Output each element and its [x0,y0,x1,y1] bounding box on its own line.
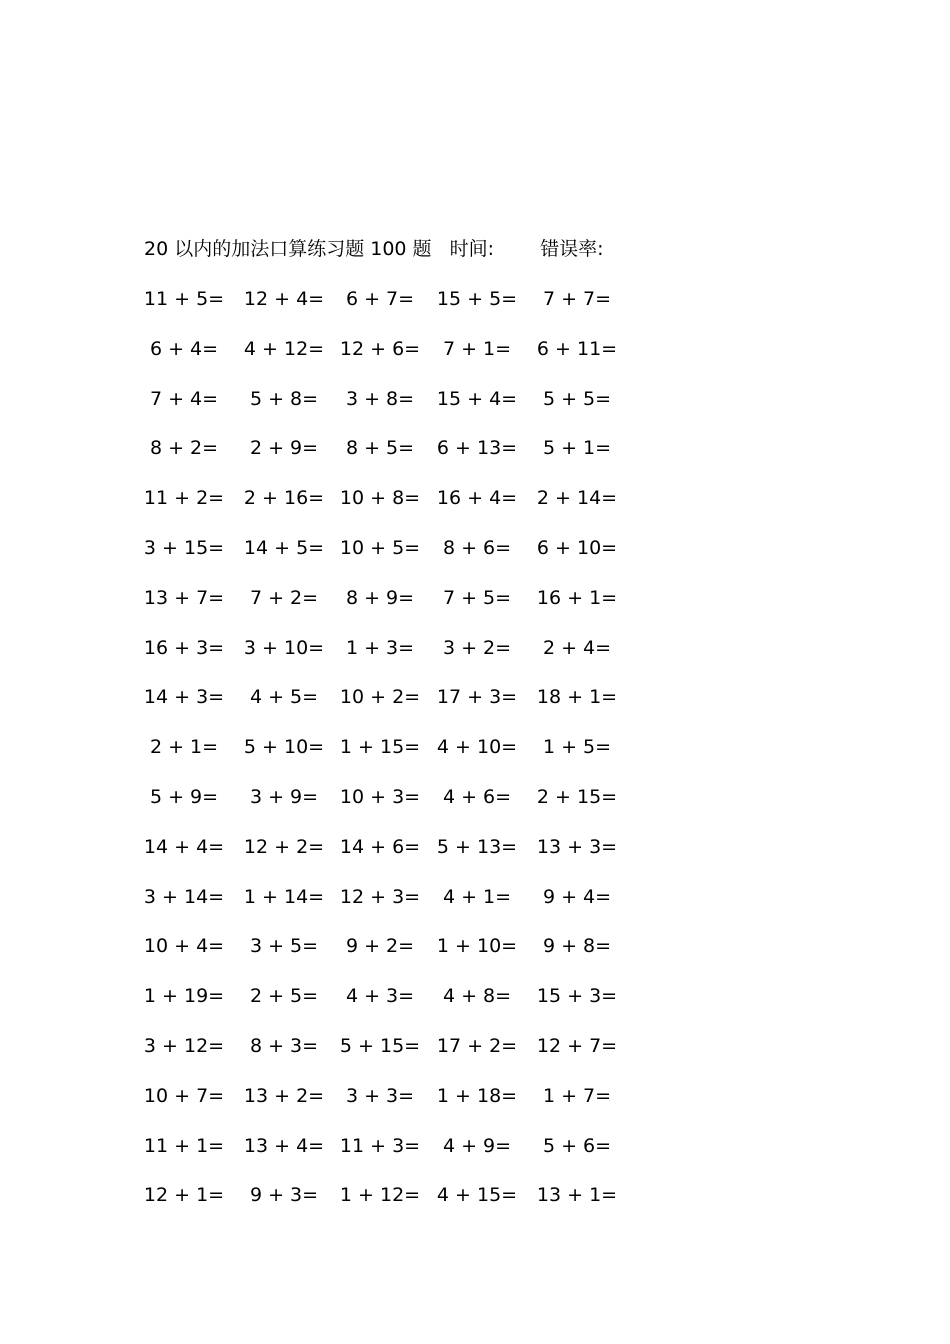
problem-cell: 4 + 12= [243,337,325,360]
problem-cell: 13 + 3= [536,835,618,858]
problem-cell: 11 + 2= [143,487,225,510]
problem-cell: 4 + 15= [436,1184,518,1207]
problem-cell: 10 + 8= [339,487,421,510]
problem-cell: 9 + 8= [542,935,612,958]
problem-cell: 2 + 14= [536,487,618,510]
problem-cell: 12 + 4= [243,288,325,310]
problem-cell: 11 + 1= [143,1134,225,1157]
problem-row [0,682,950,732]
problem-cell: 7 + 4= [149,387,219,410]
problem-cell: 4 + 9= [442,1134,512,1157]
problem-cell: 7 + 2= [249,586,319,609]
problem-cell: 3 + 8= [345,387,415,410]
problem-cell: 11 + 5= [143,288,225,310]
problem-cell: 5 + 8= [249,387,319,410]
problem-cell: 4 + 8= [442,985,512,1008]
problem-cell: 10 + 2= [339,686,421,709]
problem-row [0,1031,950,1081]
problem-row [0,633,950,683]
problem-cell: 10 + 4= [143,935,225,958]
problem-cell: 16 + 3= [143,636,225,659]
problem-cell: 10 + 3= [339,785,421,808]
problem-cell: 8 + 2= [149,437,219,460]
problem-row [0,882,950,932]
problem-cell: 5 + 10= [243,736,325,759]
problem-cell: 1 + 18= [436,1084,518,1107]
problem-cell: 3 + 12= [143,1034,225,1057]
problem-cell: 9 + 3= [249,1184,319,1207]
problem-row [0,931,950,981]
problem-cell: 18 + 1= [536,686,618,709]
problem-row [0,384,950,434]
problem-cell: 6 + 10= [536,536,618,559]
problem-cell: 14 + 5= [243,536,325,559]
problem-cell: 3 + 5= [249,935,319,958]
problem-cell: 4 + 1= [442,885,512,908]
problem-cell: 6 + 7= [345,288,415,310]
problem-cell: 1 + 14= [243,885,325,908]
problem-cell: 12 + 6= [339,337,421,360]
worksheet-header [144,234,603,264]
problem-cell: 13 + 4= [243,1134,325,1157]
problem-cell: 4 + 5= [249,686,319,709]
problem-row [0,334,950,384]
problem-cell: 3 + 9= [249,785,319,808]
problem-cell: 14 + 6= [339,835,421,858]
problem-cell: 12 + 1= [143,1184,225,1207]
problem-cell: 8 + 6= [442,536,512,559]
problem-cell: 2 + 15= [536,785,618,808]
problem-cell: 5 + 1= [542,437,612,460]
problem-cell: 7 + 5= [442,586,512,609]
problem-cell: 1 + 10= [436,935,518,958]
problem-cell: 16 + 1= [536,586,618,609]
problem-cell: 12 + 2= [243,835,325,858]
problem-cell: 13 + 1= [536,1184,618,1207]
problem-cell: 4 + 10= [436,736,518,759]
problem-cell: 11 + 3= [339,1134,421,1157]
problem-cell: 2 + 9= [249,437,319,460]
problem-cell: 6 + 13= [436,437,518,460]
problem-cell: 1 + 15= [339,736,421,759]
problem-row [0,1131,950,1181]
problem-cell: 3 + 3= [345,1084,415,1107]
error-rate-label: 错误率: [540,238,604,260]
problem-cell: 10 + 7= [143,1084,225,1107]
problem-row [0,1180,950,1230]
problem-cell: 4 + 3= [345,985,415,1008]
problem-row [0,284,950,334]
problem-cell: 1 + 12= [339,1184,421,1207]
problem-cell: 1 + 3= [345,636,415,659]
problem-cell: 8 + 5= [345,437,415,460]
problem-row [0,782,950,832]
problem-cell: 3 + 2= [442,636,512,659]
problem-row [0,583,950,633]
problem-cell: 7 + 7= [542,288,612,310]
problem-cell: 9 + 4= [542,885,612,908]
problem-cell: 3 + 15= [143,536,225,559]
problem-cell: 16 + 4= [436,487,518,510]
problem-cell: 2 + 5= [249,985,319,1008]
problem-row [0,483,950,533]
problem-cell: 15 + 4= [436,387,518,410]
problem-cell: 10 + 5= [339,536,421,559]
problem-cell: 17 + 3= [436,686,518,709]
problem-cell: 4 + 6= [442,785,512,808]
problem-cell: 13 + 2= [243,1084,325,1107]
problem-cell: 3 + 10= [243,636,325,659]
problem-cell: 5 + 15= [339,1034,421,1057]
problem-cell: 1 + 7= [542,1084,612,1107]
problem-cell: 12 + 3= [339,885,421,908]
problem-cell: 14 + 3= [143,686,225,709]
problem-cell: 1 + 19= [143,985,225,1008]
problem-row [0,533,950,583]
problem-cell: 1 + 5= [542,736,612,759]
problem-cell: 6 + 11= [536,337,618,360]
problem-cell: 15 + 3= [536,985,618,1008]
problem-cell: 13 + 7= [143,586,225,609]
problem-cell: 3 + 14= [143,885,225,908]
problem-cell: 9 + 2= [345,935,415,958]
problem-cell: 2 + 16= [243,487,325,510]
problem-cell: 8 + 9= [345,586,415,609]
problem-cell: 5 + 13= [436,835,518,858]
problem-cell: 2 + 1= [149,736,219,759]
worksheet-title: 20 以内的加法口算练习题 100 题 [144,238,432,260]
problem-grid [0,284,950,1230]
problem-row [0,732,950,782]
problem-cell: 17 + 2= [436,1034,518,1057]
problem-row [0,433,950,483]
problem-cell: 5 + 5= [542,387,612,410]
problem-row [0,981,950,1031]
problem-row [0,1081,950,1131]
problem-cell: 15 + 5= [436,288,518,310]
problem-cell: 5 + 6= [542,1134,612,1157]
problem-cell: 5 + 9= [149,785,219,808]
problem-cell: 12 + 7= [536,1034,618,1057]
problem-cell: 14 + 4= [143,835,225,858]
problem-row [0,832,950,882]
problem-cell: 2 + 4= [542,636,612,659]
time-label: 时间: [449,238,495,260]
problem-cell: 7 + 1= [442,337,512,360]
problem-cell: 8 + 3= [249,1034,319,1057]
problem-cell: 6 + 4= [149,337,219,360]
